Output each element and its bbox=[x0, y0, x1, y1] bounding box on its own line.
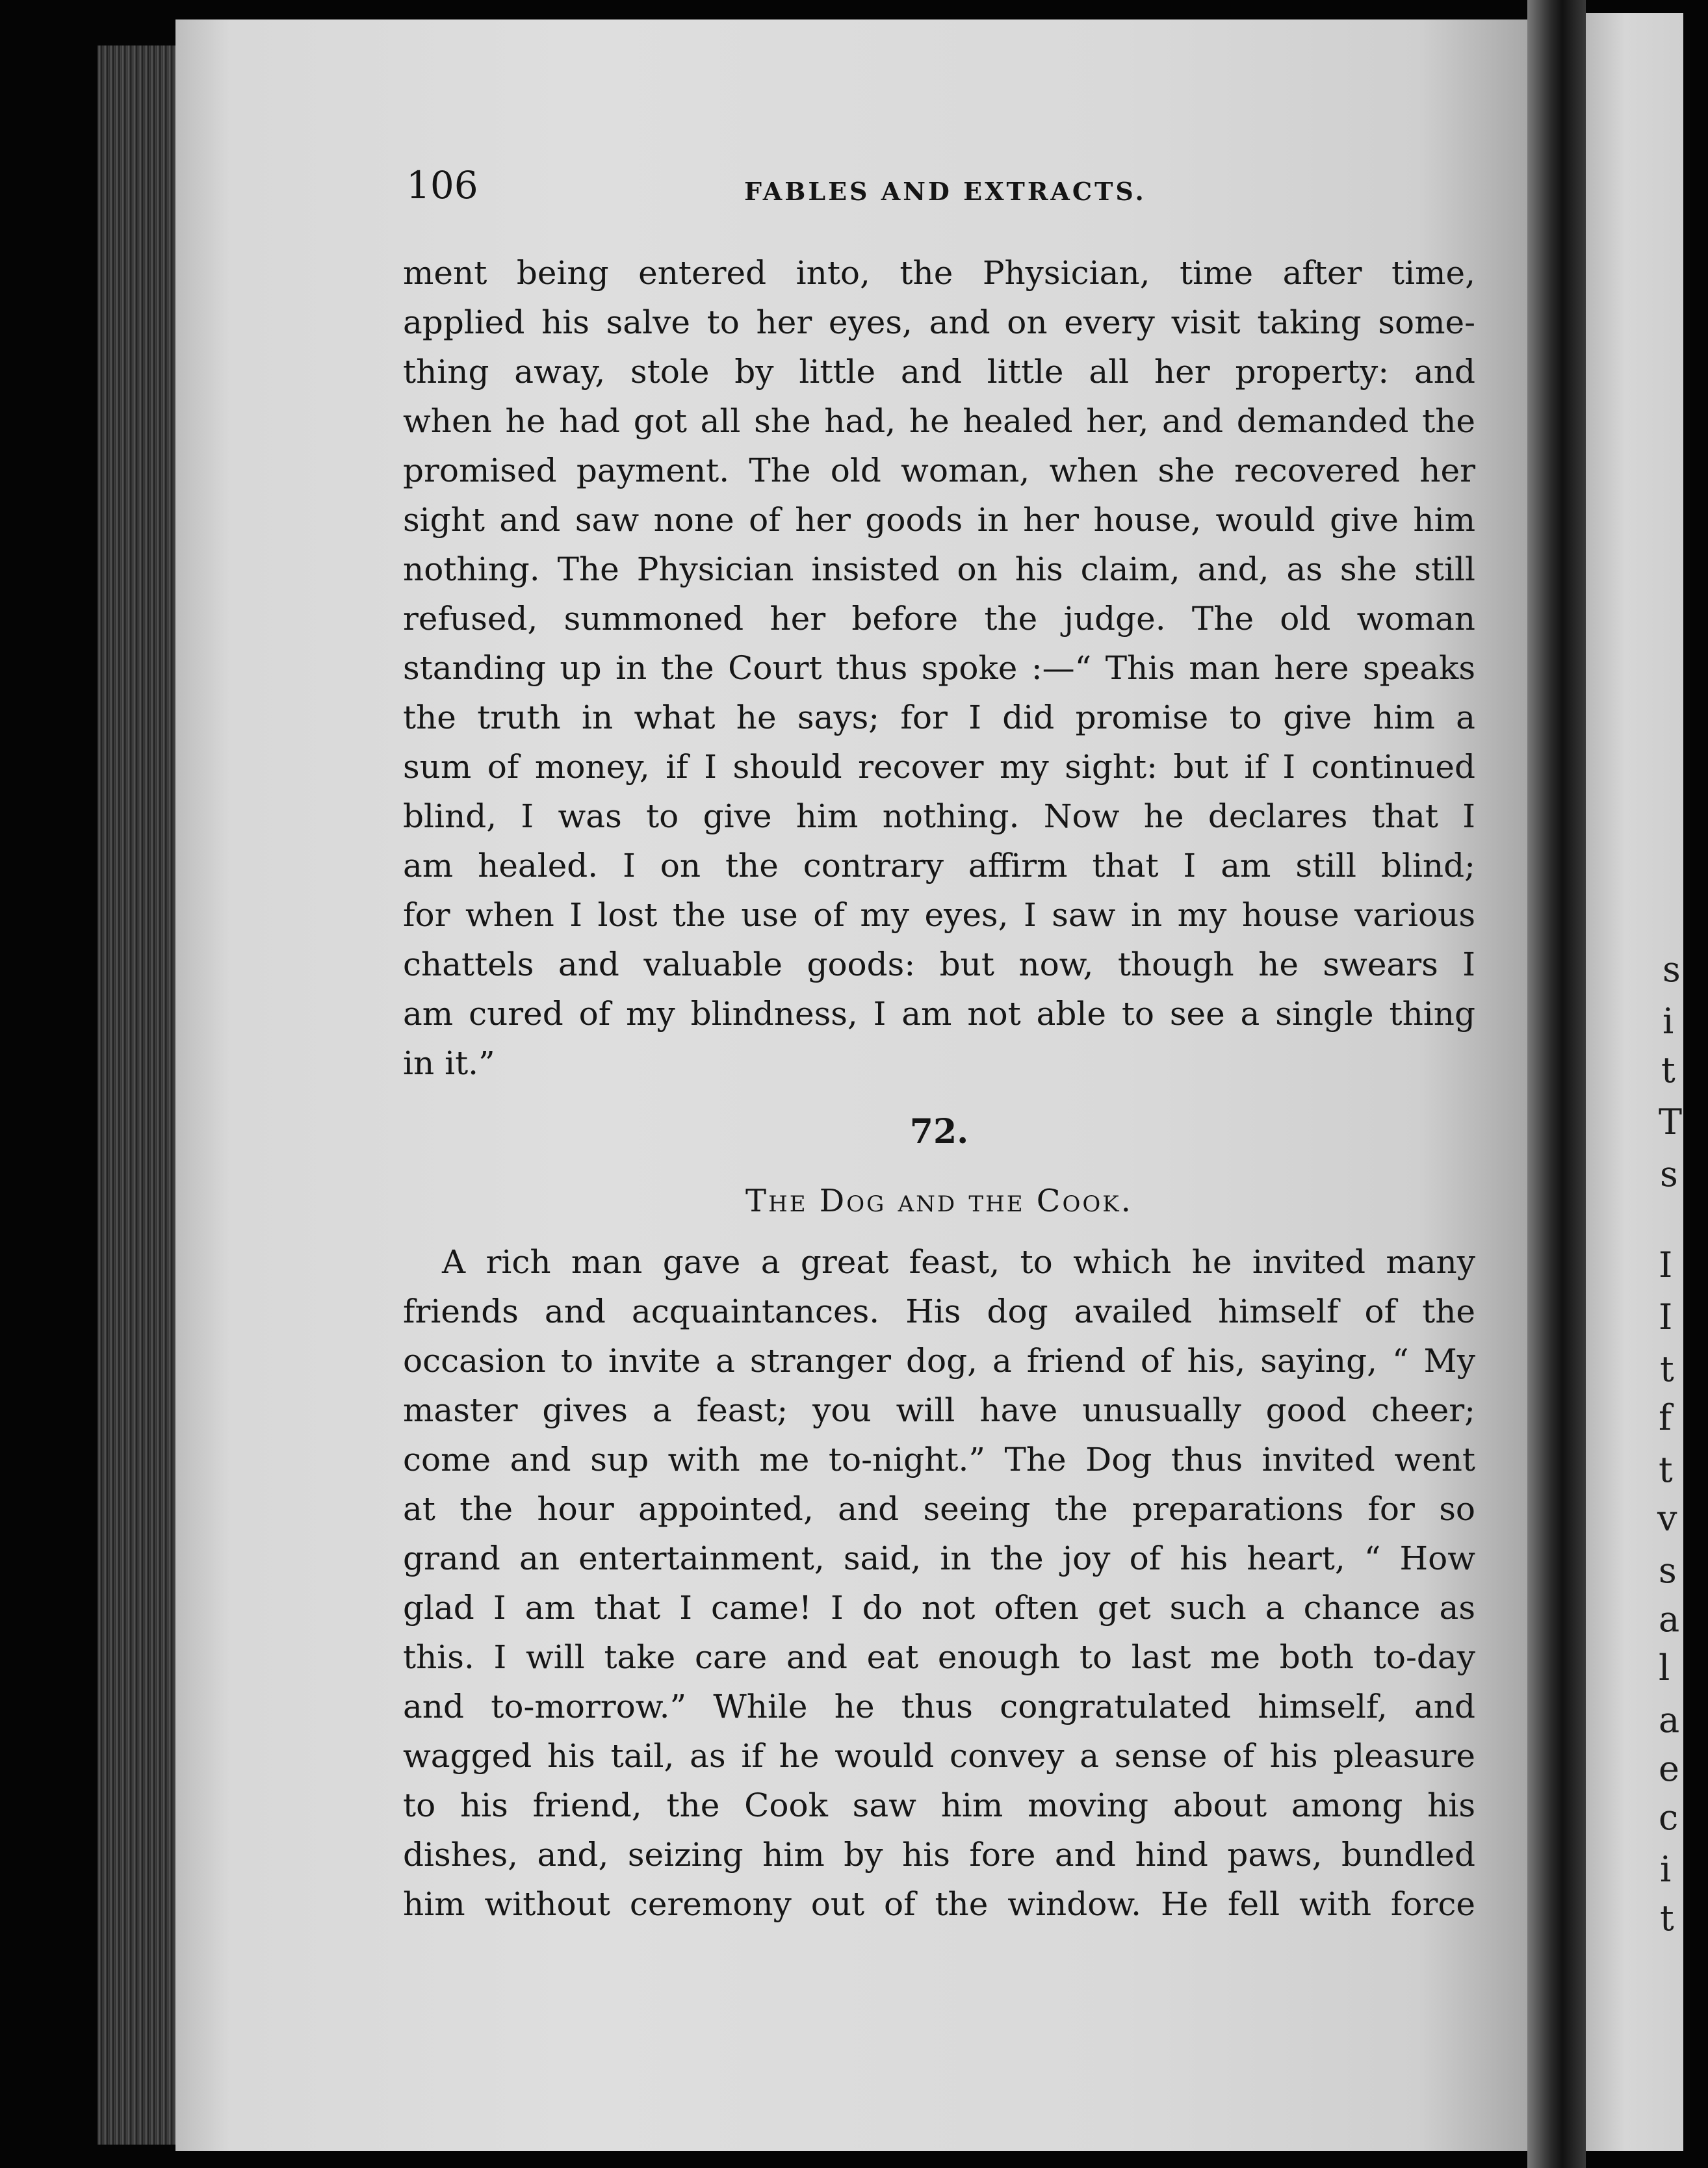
facing-fragment: t bbox=[1661, 1050, 1676, 1090]
text-line: A rich man gave a great feast, to which he invited many bbox=[442, 1243, 1475, 1281]
text-line: ment being entered into, the Physician, time after time, bbox=[403, 254, 1475, 292]
text-line: applied his salve to her eyes, and on every visit taking some- bbox=[403, 303, 1475, 341]
text-line: master gives a feast; you will have unusually good cheer; bbox=[403, 1391, 1475, 1429]
facing-fragment: t bbox=[1660, 1349, 1674, 1389]
facing-fragment: I bbox=[1659, 1245, 1673, 1285]
text-line: chattels and valuable goods: but now, though he swears I bbox=[403, 946, 1475, 983]
text-line: sum of money, if I should recover my sight: but if I continued bbox=[403, 748, 1475, 786]
text-line: the truth in what he says; for I did promise to give him a bbox=[403, 699, 1475, 736]
facing-fragment: i bbox=[1663, 1001, 1674, 1042]
facing-fragment: I bbox=[1659, 1297, 1673, 1337]
text-line: when he had got all she had, he healed her, and demanded the bbox=[403, 402, 1475, 440]
text-line: at the hour appointed, and seeing the preparations for so bbox=[403, 1490, 1475, 1528]
facing-fragment: e bbox=[1659, 1748, 1679, 1789]
text-line: dishes, and, seizing him by his fore and hind paws, bundled bbox=[403, 1836, 1475, 1874]
running-head bbox=[406, 159, 1472, 218]
facing-page bbox=[1586, 13, 1683, 2151]
facing-fragment: t bbox=[1659, 1449, 1673, 1490]
text-line: glad I am that I came! I do not often get such a chance as bbox=[403, 1589, 1475, 1627]
text-line: friends and acquaintances. His dog availed himself of the bbox=[403, 1293, 1475, 1330]
text-line: grand an entertainment, said, in the joy of his heart, “ How bbox=[403, 1540, 1475, 1577]
text-line: thing away, stole by little and little all her property: and bbox=[403, 353, 1475, 391]
running-head-title: FABLES AND EXTRACTS. bbox=[744, 177, 1146, 206]
facing-fragment: a bbox=[1659, 1599, 1680, 1640]
facing-fragment: s bbox=[1660, 1154, 1678, 1194]
text-line: and to-morrow.” While he thus congratulated himself, and bbox=[403, 1688, 1475, 1725]
facing-fragment: T bbox=[1659, 1102, 1683, 1142]
page-number: 106 bbox=[406, 163, 478, 207]
facing-fragment: i bbox=[1660, 1849, 1672, 1890]
text-line: for when I lost the use of my eyes, I saw in my house various bbox=[403, 896, 1475, 934]
facing-fragment: c bbox=[1659, 1797, 1679, 1838]
text-line: sight and saw none of her goods in her house, would give him bbox=[403, 501, 1475, 539]
facing-fragment: f bbox=[1659, 1397, 1672, 1438]
text-line: occasion to invite a stranger dog, a friend of his, saying, “ My bbox=[403, 1342, 1475, 1380]
text-line: in it.” bbox=[403, 1044, 495, 1082]
text-line: him without ceremony out of the window. He fell with force bbox=[403, 1885, 1475, 1923]
facing-fragment: t bbox=[1660, 1898, 1674, 1939]
fable-title: The Dog and the Cook. bbox=[745, 1183, 1133, 1219]
text-line: this. I will take care and eat enough to last me both to-day bbox=[403, 1638, 1475, 1676]
text-line: promised payment. The old woman, when she recovered her bbox=[403, 452, 1475, 489]
text-line: wagged his tail, as if he would convey a sense of his pleasure bbox=[403, 1737, 1475, 1775]
facing-fragment: a bbox=[1659, 1699, 1680, 1740]
text-line: am cured of my blindness, I am not able to see a single thing bbox=[403, 995, 1475, 1033]
facing-fragment: l bbox=[1659, 1647, 1670, 1688]
text-line: nothing. The Physician insisted on his claim, and, as she still bbox=[403, 550, 1475, 588]
facing-fragment: v bbox=[1657, 1498, 1677, 1539]
page-stack-edges bbox=[97, 45, 182, 2145]
text-line: refused, summoned her before the judge. The old woman bbox=[403, 600, 1475, 638]
book-gutter bbox=[1527, 0, 1586, 2168]
text-line: standing up in the Court thus spoke :—“ This man here speaks bbox=[403, 649, 1475, 687]
fable-number: 72. bbox=[909, 1112, 969, 1152]
text-line: come and sup with me to-night.” The Dog thus invited went bbox=[403, 1441, 1475, 1478]
page-body bbox=[403, 248, 1475, 1929]
text-line: am healed. I on the contrary affirm that I am still blind; bbox=[403, 847, 1475, 884]
fable-paragraph bbox=[403, 1237, 1475, 1929]
facing-fragment: s bbox=[1663, 949, 1681, 990]
text-line: blind, I was to give him nothing. Now he declares that I bbox=[403, 797, 1475, 835]
facing-fragment: s bbox=[1659, 1550, 1677, 1591]
continued-paragraph bbox=[403, 248, 1475, 1088]
text-line: to his friend, the Cook saw him moving about among his bbox=[403, 1787, 1475, 1824]
